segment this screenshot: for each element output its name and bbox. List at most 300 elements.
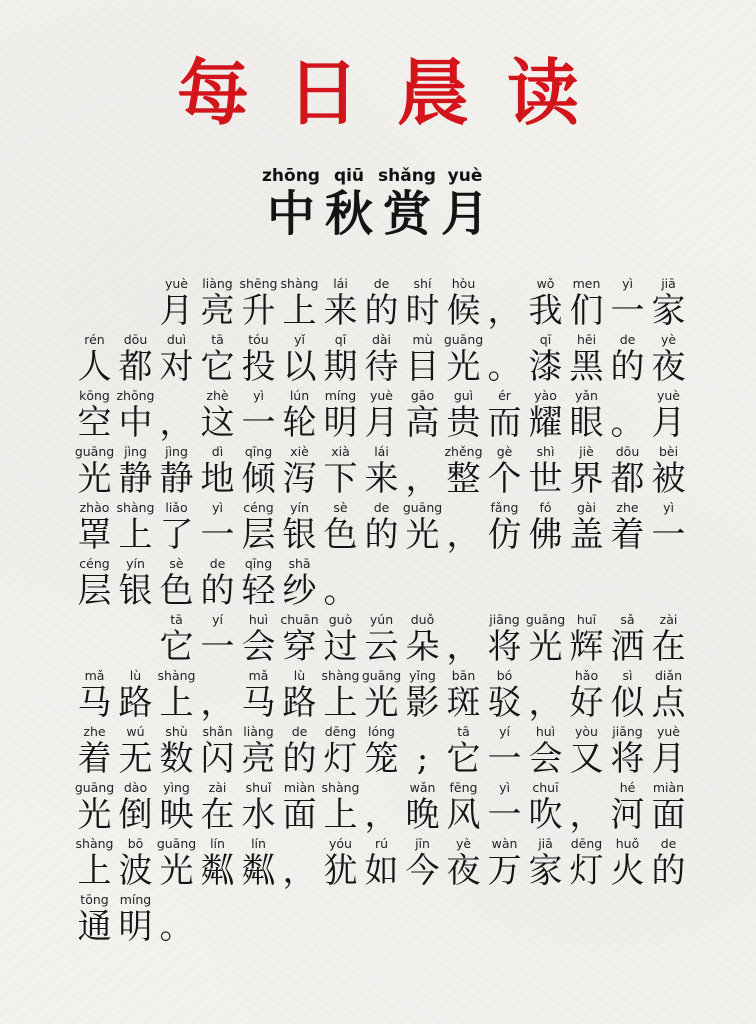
pinyin: lóng — [368, 724, 395, 739]
pinyin: qī — [539, 332, 552, 347]
pinyin: yí — [499, 724, 510, 739]
hanzi: 笼 — [364, 739, 399, 779]
pinyin: lín — [251, 836, 266, 851]
hanzi: 投 — [241, 347, 276, 387]
hanzi: 一 — [487, 795, 522, 835]
char — [238, 780, 279, 836]
pinyin: zhěng — [444, 444, 483, 459]
char — [197, 780, 238, 836]
pinyin: dài — [371, 332, 392, 347]
pinyin: de — [291, 724, 308, 739]
hanzi: 我 — [528, 291, 563, 331]
pinyin: yì — [663, 500, 674, 515]
char — [197, 556, 238, 612]
hanzi: ; — [416, 739, 429, 779]
pinyin: mǎ — [84, 668, 105, 683]
hanzi: 辉 — [569, 627, 604, 667]
hanzi: 面 — [282, 795, 317, 835]
hanzi: 光 — [159, 851, 194, 891]
char — [402, 612, 443, 668]
pinyin: yún — [369, 612, 394, 627]
char — [443, 276, 484, 332]
char — [238, 500, 279, 556]
hanzi: 。 — [323, 571, 358, 611]
hanzi: 目 — [405, 347, 440, 387]
pinyin: yǐng — [409, 668, 436, 683]
hanzi: 马 — [241, 683, 276, 723]
char — [607, 444, 648, 500]
hanzi: ， — [405, 459, 440, 499]
pinyin: yòu — [575, 724, 598, 739]
char — [115, 388, 156, 444]
hanzi: 眼 — [569, 403, 604, 443]
pinyin: míng — [119, 892, 152, 907]
char — [566, 332, 607, 388]
char — [279, 556, 320, 612]
hanzi: 万 — [487, 851, 522, 891]
punctuation — [156, 388, 197, 444]
char — [484, 668, 525, 724]
hanzi: 将 — [610, 739, 645, 779]
title-char — [262, 165, 320, 243]
hanzi: 明 — [323, 403, 358, 443]
char — [197, 836, 238, 892]
char — [156, 668, 197, 724]
char — [320, 500, 361, 556]
hanzi: 轻 — [241, 571, 276, 611]
pinyin: yín — [126, 556, 145, 571]
hanzi: 在 — [651, 627, 686, 667]
char — [648, 612, 689, 668]
hanzi: 在 — [200, 795, 235, 835]
pinyin: yuè — [369, 388, 393, 403]
char — [648, 780, 689, 836]
pinyin: tóu — [248, 332, 269, 347]
hanzi: 贵 — [446, 403, 481, 443]
hanzi: 吹 — [528, 795, 563, 835]
hanzi: 影 — [405, 683, 440, 723]
title-char — [378, 165, 436, 243]
pinyin: céng — [243, 500, 274, 515]
pinyin: hēi — [576, 332, 597, 347]
hanzi: 月 — [159, 291, 194, 331]
pinyin: kōng — [79, 388, 110, 403]
char — [402, 780, 443, 836]
pinyin: bān — [451, 668, 476, 683]
pinyin: fēng — [449, 780, 478, 795]
char — [74, 668, 115, 724]
pinyin: céng — [79, 556, 110, 571]
char — [74, 388, 115, 444]
char — [115, 724, 156, 780]
punctuation — [484, 276, 525, 332]
char — [607, 332, 648, 388]
hanzi: 们 — [569, 291, 604, 331]
pinyin: bō — [127, 836, 144, 851]
pinyin: zhe — [83, 724, 106, 739]
char — [566, 836, 607, 892]
char — [156, 444, 197, 500]
pinyin: mù — [412, 332, 433, 347]
pinyin: jìng — [165, 444, 188, 459]
pinyin: yǎn — [575, 388, 598, 403]
pinyin: guāng — [74, 444, 115, 459]
pinyin: huī — [576, 612, 597, 627]
pinyin: yì — [499, 780, 510, 795]
hanzi: 层 — [241, 515, 276, 555]
hanzi: 家 — [528, 851, 563, 891]
pinyin: wú — [126, 724, 145, 739]
punctuation — [197, 668, 238, 724]
title-char — [320, 165, 378, 243]
char — [484, 444, 525, 500]
pinyin: shàng — [321, 780, 360, 795]
char — [361, 724, 402, 780]
hanzi: 上 — [118, 515, 153, 555]
hanzi: 的 — [651, 851, 686, 891]
pinyin: xiè — [290, 444, 309, 459]
pinyin: zài — [208, 780, 227, 795]
hanzi: 空 — [77, 403, 112, 443]
pinyin: yì — [212, 500, 223, 515]
char — [648, 724, 689, 780]
hanzi: 地 — [200, 459, 235, 499]
char — [566, 668, 607, 724]
pinyin: diǎn — [655, 668, 682, 683]
hanzi: 路 — [118, 683, 153, 723]
char — [115, 668, 156, 724]
hanzi: 通 — [77, 907, 112, 947]
char — [197, 724, 238, 780]
pinyin: sì — [622, 668, 633, 683]
hanzi: 上 — [159, 683, 194, 723]
pinyin: fó — [539, 500, 552, 515]
char — [443, 724, 484, 780]
char — [607, 276, 648, 332]
hanzi: 夜 — [651, 347, 686, 387]
pinyin: yí — [212, 612, 223, 627]
hanzi: ， — [282, 851, 317, 891]
char — [320, 668, 361, 724]
char — [484, 836, 525, 892]
pinyin: rén — [84, 332, 105, 347]
hanzi: 亮 — [200, 291, 235, 331]
hanzi: 光 — [446, 347, 481, 387]
char — [607, 668, 648, 724]
char — [402, 332, 443, 388]
pinyin: dēng — [570, 836, 603, 851]
hanzi: 驳 — [487, 683, 522, 723]
pinyin: yào — [534, 388, 557, 403]
hanzi: 水 — [241, 795, 276, 835]
hanzi: 过 — [323, 627, 358, 667]
char — [607, 500, 648, 556]
pinyin: shǎng — [378, 166, 436, 186]
hanzi: 倾 — [241, 459, 276, 499]
hanzi: 人 — [77, 347, 112, 387]
char — [484, 500, 525, 556]
paragraph-indent — [74, 276, 156, 332]
hanzi: 。 — [610, 403, 645, 443]
punctuation — [607, 388, 648, 444]
char — [607, 780, 648, 836]
char — [238, 444, 279, 500]
pinyin: yè — [660, 332, 677, 347]
page-heading: 每日晨读 — [176, 51, 617, 135]
hanzi: 灯 — [323, 739, 358, 779]
pinyin: guò — [328, 612, 353, 627]
char — [402, 836, 443, 892]
char — [156, 332, 197, 388]
pinyin: qīng — [244, 556, 273, 571]
pinyin: tōng — [80, 892, 109, 907]
pinyin: dōu — [123, 332, 148, 347]
hanzi: 待 — [364, 347, 399, 387]
hanzi: 映 — [159, 795, 194, 835]
hanzi: 一 — [651, 515, 686, 555]
pinyin: sǎ — [620, 612, 635, 627]
char — [525, 500, 566, 556]
char — [566, 724, 607, 780]
hanzi: 闪 — [200, 739, 235, 779]
pinyin: zài — [659, 612, 678, 627]
pinyin: guāng — [361, 668, 402, 683]
pinyin: gāo — [410, 388, 435, 403]
hanzi: 这 — [200, 403, 235, 443]
hanzi: 静 — [159, 459, 194, 499]
char — [484, 724, 525, 780]
pinyin: wǒ — [536, 276, 555, 291]
pinyin: yuè — [447, 166, 483, 186]
punctuation — [361, 780, 402, 836]
pinyin: wǎn — [409, 780, 436, 795]
hanzi: 的 — [364, 515, 399, 555]
char — [279, 388, 320, 444]
char — [648, 388, 689, 444]
punctuation — [402, 444, 443, 500]
pinyin: liǎo — [165, 500, 188, 515]
hanzi: 了 — [159, 515, 194, 555]
char — [484, 780, 525, 836]
char — [115, 892, 156, 948]
char — [74, 444, 115, 500]
pinyin: yì — [253, 388, 264, 403]
hanzi: ， — [528, 683, 563, 723]
pinyin: qiū — [333, 166, 365, 186]
punctuation — [566, 780, 607, 836]
pinyin: lái — [333, 276, 348, 291]
hanzi: 月 — [440, 186, 489, 242]
char — [238, 556, 279, 612]
pinyin: lún — [289, 388, 310, 403]
hanzi: 似 — [610, 683, 645, 723]
pinyin: sè — [169, 556, 184, 571]
hanzi: 以 — [282, 347, 317, 387]
char — [74, 500, 115, 556]
hanzi: 中 — [266, 186, 315, 242]
hanzi: 倒 — [118, 795, 153, 835]
char — [115, 500, 156, 556]
hanzi: 光 — [405, 515, 440, 555]
hanzi: 将 — [487, 627, 522, 667]
char — [197, 444, 238, 500]
hanzi: 候 — [446, 291, 481, 331]
pinyin: dōu — [615, 444, 640, 459]
pinyin: rú — [374, 836, 389, 851]
char — [525, 836, 566, 892]
pinyin: de — [660, 836, 677, 851]
poem-body — [74, 276, 694, 948]
char — [443, 388, 484, 444]
hanzi: 粼 — [241, 851, 276, 891]
pinyin: shuǐ — [245, 780, 272, 795]
hanzi: 对 — [159, 347, 194, 387]
hanzi: 家 — [651, 291, 686, 331]
punctuation — [484, 332, 525, 388]
pinyin: zhōng — [116, 388, 155, 403]
hanzi: 。 — [487, 347, 522, 387]
hanzi: 朵 — [405, 627, 440, 667]
char — [320, 276, 361, 332]
char — [361, 612, 402, 668]
hanzi: 时 — [405, 291, 440, 331]
char — [361, 332, 402, 388]
hanzi: 罩 — [77, 515, 112, 555]
pinyin: yuè — [164, 276, 188, 291]
char — [156, 836, 197, 892]
char — [443, 444, 484, 500]
pinyin: jiāng — [489, 612, 520, 627]
hanzi: 一 — [200, 515, 235, 555]
hanzi: 一 — [610, 291, 645, 331]
char — [238, 612, 279, 668]
pinyin: dēng — [324, 724, 357, 739]
pinyin: chuān — [280, 612, 319, 627]
char — [525, 444, 566, 500]
char — [607, 612, 648, 668]
pinyin: míng — [324, 388, 357, 403]
char — [279, 668, 320, 724]
char — [566, 612, 607, 668]
hanzi: 上 — [323, 795, 358, 835]
hanzi: 耀 — [528, 403, 563, 443]
hanzi: 层 — [77, 571, 112, 611]
char — [402, 388, 443, 444]
hanzi: 波 — [118, 851, 153, 891]
hanzi: 月 — [651, 403, 686, 443]
pinyin: chuī — [532, 780, 559, 795]
pinyin: yì — [622, 276, 633, 291]
pinyin: gè — [496, 444, 513, 459]
pinyin: gài — [576, 500, 597, 515]
hanzi: 色 — [159, 571, 194, 611]
hanzi: 面 — [651, 795, 686, 835]
char — [279, 276, 320, 332]
pinyin: zhe — [616, 500, 639, 515]
char — [525, 724, 566, 780]
char — [197, 500, 238, 556]
hanzi: 马 — [77, 683, 112, 723]
pinyin: duǒ — [410, 612, 435, 627]
char — [320, 724, 361, 780]
pinyin: yuè — [656, 724, 680, 739]
pinyin: shàng — [280, 276, 319, 291]
hanzi: 纱 — [282, 571, 317, 611]
hanzi: 来 — [364, 459, 399, 499]
char — [197, 388, 238, 444]
hanzi: ， — [200, 683, 235, 723]
hanzi: 好 — [569, 683, 604, 723]
hanzi: 漆 — [528, 347, 563, 387]
char — [443, 836, 484, 892]
char — [484, 388, 525, 444]
pinyin: yǐ — [294, 332, 305, 347]
char — [443, 668, 484, 724]
punctuation — [443, 612, 484, 668]
pinyin: jiāng — [612, 724, 643, 739]
pinyin: yín — [290, 500, 309, 515]
char — [320, 444, 361, 500]
char — [402, 276, 443, 332]
char — [279, 500, 320, 556]
hanzi: 今 — [405, 851, 440, 891]
pinyin: jiè — [579, 444, 594, 459]
pinyin: de — [209, 556, 226, 571]
hanzi: 光 — [364, 683, 399, 723]
pinyin: guāng — [74, 780, 115, 795]
hanzi: 期 — [323, 347, 358, 387]
pinyin: zhào — [79, 500, 110, 515]
pinyin: qī — [334, 332, 347, 347]
hanzi: ， — [569, 795, 604, 835]
hanzi: 的 — [364, 291, 399, 331]
pinyin: lái — [374, 444, 389, 459]
hanzi: 银 — [282, 515, 317, 555]
hanzi: 会 — [241, 627, 276, 667]
char — [320, 612, 361, 668]
pinyin: bèi — [658, 444, 679, 459]
hanzi: 一 — [487, 739, 522, 779]
hanzi: 光 — [77, 459, 112, 499]
pinyin: miàn — [652, 780, 685, 795]
char — [238, 332, 279, 388]
pinyin: fǎng — [490, 500, 519, 515]
hanzi: 夜 — [446, 851, 481, 891]
hanzi: 佛 — [528, 515, 563, 555]
pinyin: shǎn — [202, 724, 233, 739]
hanzi: 升 — [241, 291, 276, 331]
char — [115, 556, 156, 612]
pinyin: tā — [170, 612, 183, 627]
pinyin: shì — [536, 444, 555, 459]
char — [607, 836, 648, 892]
hanzi: 。 — [159, 907, 194, 947]
hanzi: 月 — [651, 739, 686, 779]
punctuation — [320, 556, 361, 612]
hanzi: 都 — [610, 459, 645, 499]
punctuation — [525, 668, 566, 724]
pinyin: de — [619, 332, 636, 347]
char — [115, 444, 156, 500]
pinyin: mǎ — [248, 668, 269, 683]
pinyin: lín — [210, 836, 225, 851]
pinyin: liàng — [243, 724, 274, 739]
pinyin: shàng — [157, 668, 196, 683]
char — [115, 780, 156, 836]
pinyin: jiā — [538, 836, 553, 851]
hanzi: 盖 — [569, 515, 604, 555]
char — [279, 724, 320, 780]
